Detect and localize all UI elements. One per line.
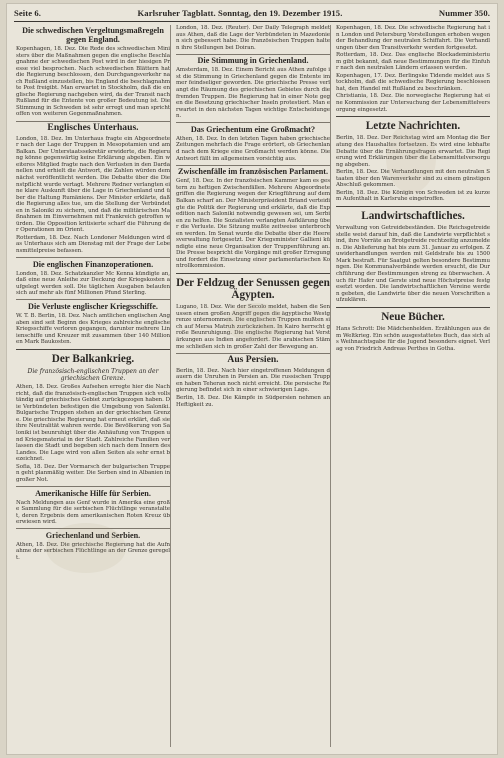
article-text: Genf, 18. Dez. In der französischen Kammer kam es gestern zu heftigen Zwischenfällen. Mehrere Abgeordnete griffen die Regierung wegen der Kriegführung auf dem Balkan scharf an. Der Ministerpräsident Briand verteidigte die Politik der Regierung und erklärte, daß die Expedition nach Saloniki notwendig gewesen sei, um Serbien zu helfen. Die Sozialisten verlangten Aufklärung über die Verluste. Die Sitzung mußte zeitweise unterbrochen werden. Im Senat wurde die Debatte über die Heeresverwaltung fortgesetzt. Der Kriegsminister Gallieni kündigte eine neue Organisation der Truppenführung an. Die Presse bespricht die Vorgänge mit großer Erregung und fordert die Einsetzung einer parlamentarischen Kontrollkommission.: [176, 178, 330, 270]
column-divider: [170, 25, 171, 747]
article-text: Kopenhagen, 18. Dez. Die schwedische Regierung hat in London und Petersburg Vorstellungen erhoben wegen der Behandlung der neutralen Schiffahrt. Die Verhandlungen über den Transitverkehr werden fortgesetzt.: [336, 25, 490, 51]
section-heading: Der Balkankrieg.: [51, 353, 135, 366]
article-text: Amsterdam, 18. Dez. Einem Bericht aus Athen zufolge ist die Stimmung in Griechenland gegen die Entente immer feindseliger geworden. Die griechische Presse verlangt die Räumung des griechischen Gebietes durch die fremden Truppen. Die Regierung hat in einer Note gegen die Besetzung griechischer Inseln protestiert. Man erwartet in den nächsten Tagen wichtige Entscheidungen.: [176, 67, 330, 120]
issue-number: Nummer 350.: [438, 8, 490, 18]
section-heading: Landwirtschaftliches.: [361, 210, 465, 223]
article-text: London, 18. Dez. (Reuter). Der Daily Telegraph meldet aus Athen, daß die Lage der Verbündeten in Mazedonien sich gebessert habe. Die französischen Truppen halten ihre Stellungen bei Doiran.: [176, 25, 330, 51]
divider: [176, 122, 330, 123]
article-text: Berlin, 18. Dez. Die Königin von Schweden ist zu kurzem Aufenthalt in Karlsruhe eingetroffen.: [336, 189, 490, 203]
article-text: Verwaltung von Getreidebeständen. Die Reichsgetreidestelle weist darauf hin, daß die Landwirte verpflichtet sind, ihre Vorräte an Brotgetreide rechtzeitig anzumelden. Die Ablieferung hat bis zum 31. Januar zu erfolgen. Zuwiderhandlungen werden mit Geldstrafe bis zu 1500 Mark bestraft. Für Saatgut gelten besondere Bestimmungen. Die Kommunalverbände werden ersucht, die Durchführung der Bestimmungen streng zu überwachen. Auch für Hafer und Gerste sind neue Höchstpreise festgesetzt worden. Die landwirtschaftlichen Vereine werden gebeten, die Landwirte über die neuen Vorschriften aufzuklären.: [336, 225, 490, 304]
divider: [176, 54, 330, 55]
article-text: Berlin, 18. Dez. Die Kämpfe in Südpersien nehmen an Heftigkeit zu.: [176, 394, 330, 408]
article-heading: Englisches Unterhaus.: [47, 122, 139, 134]
divider: [336, 206, 490, 207]
section-subheading: Die französisch-englischen Truppen an der griechischen Grenze.: [27, 368, 159, 383]
article-text: Kopenhagen, 18. Dez. Die Rede des schwedischen Ministers über die Maßnahmen gegen die englische Beschlagnahme der schwedischen Post wird in der hiesigen Presse viel besprochen. Nach schwedischen Blättern hat die Regierung beschlossen, den Durchgangsverkehr nach Rußland einzustellen, bis England die beschlagnahmte Post freigibt. Man erwartet in Stockholm, daß die englische Regierung nachgeben wird, da der Transit nach Rußland für die Entente von großer Bedeutung ist. Die Stimmung in Schweden ist sehr erregt und man spricht offen von weiteren Gegenmaßnahmen.: [16, 46, 170, 118]
article-text: London, 18. Dez. Schatzkanzler Mc Kenna kündigte an, daß eine neue Anleihe zur Deckung der Kriegskosten aufgelegt werden soll. Die täglichen Ausgaben belaufen sich auf mehr als fünf Millionen Pfund Sterling.: [16, 270, 170, 297]
newspaper-page: [6, 3, 498, 755]
article-text: Rotterdam, 18. Dez. Nach Londoner Meldungen wird das Unterhaus sich am Dienstag mit der Frage der Lebensmittelpreise befassen.: [16, 234, 170, 254]
article-heading: Die englischen Finanzoperationen.: [32, 259, 154, 269]
article-text: Kopenhagen, 17. Dez. Berlingske Tidende meldet aus Stockholm, daß die schwedische Regierung beschlossen hat, den Handel mit Rußland zu beschränken.: [336, 72, 490, 92]
section-heading: Letzte Nachrichten.: [365, 120, 461, 133]
divider: [176, 165, 330, 166]
article-text: Berlin, 18. Dez. Der Reichstag wird am Montag die Beratung des Haushaltes fortsetzen. Es wird eine lebhafte Debatte über die Ernährungsfragen erwartet. Die Regierung wird Erklärungen über die Lebensmittelversorgung abgeben.: [336, 135, 490, 168]
masthead: [14, 7, 490, 19]
section-heading: Neue Bücher.: [381, 311, 445, 324]
column-1: [16, 25, 170, 563]
article-text: Nach Meldungen aus Genf wurde in Amerika eine große Sammlung für die serbischen Flüchtlinge veranstaltet, deren Ergebnis dem amerikanischen Roten Kreuz überwiesen wird.: [16, 499, 170, 526]
divider: [176, 353, 330, 354]
article-text: Rotterdam, 18. Dez. Das englische Blockadeministerium gibt bekannt, daß neue Bestimmungen für die Einfuhr nach den neutralen Ländern erlassen werden.: [336, 52, 490, 72]
section-heading: Der Feldzug der Senussen gegen Ägypten.: [176, 277, 330, 302]
column-3: [336, 25, 490, 353]
article-heading: Aus Persien.: [227, 354, 279, 366]
divider: [336, 116, 490, 117]
article-heading: Zwischenfälle im französischen Parlament.: [177, 167, 329, 177]
article-text: Berlin, 18. Dez. Die Verhandlungen mit den neutralen Staaten über den Warenverkehr sind zu einem günstigen Abschluß gekommen.: [336, 169, 490, 189]
page-number: Seite 6.: [14, 8, 42, 18]
article-heading: Die Verluste englischer Kriegsschiffe.: [28, 302, 158, 312]
article-text: W. T. B. Berlin, 18. Dez. Nach amtlichen englischen Angaben sind seit Beginn des Krieges zahlreiche englische Kriegsschiffe verloren gegangen, darunter mehrere Linienschiffe und Kreuzer mit zusammen über 140 Millionen Mark Baukosten.: [16, 313, 170, 346]
article-heading: Amerikanische Hilfe für Serbien.: [35, 488, 151, 498]
column-divider: [330, 25, 331, 747]
article-text: Athen, 18. Dez. Großes Aufsehen erregte hier die Nachricht, daß die französisch-englischen Truppen sich vollständig auf griechisches Gebiet zurückgezogen haben. Die Verbündeten befestigen die Umgebung von Saloniki. Bulgarische Truppen stehen an der griechischen Grenze. Die griechische Regierung hat erneut erklärt, daß sie ihre Neutralität wahren werde. Die Bevölkerung von Saloniki ist beunruhigt über die Anhäufung von Truppen und Kriegsmaterial in der Stadt. Zahlreiche Familien verlassen die Stadt und begeben sich nach dem Innern des Landes. Die Lage wird von allen Seiten als sehr ernst bezeichnet.: [16, 384, 170, 463]
divider: [16, 121, 170, 122]
article-text: Hans Schrott: Die Mädchenhelden. Erzählungen aus dem Weltkrieg. Ein schön ausgestattetes Buch, das sich als Weihnachtsgabe für die Jugend besonders eignet. Verlag von Friedrich Andreas Perthes in Gotha.: [336, 326, 490, 352]
newspaper-title: Karlsruher Tagblatt. Sonntag, den 19. Dezember 1915.: [137, 8, 343, 18]
article-text: London, 18. Dez. Im Unterhaus fragte ein Abgeordneter nach der Lage der Truppen in Mesopotamien und am Balkan. Der Unterstaatssekretär erwiderte, die Regierung könne gegenwärtig keine Erklärung abgeben. Ein weiteres Mitglied fragte nach den Verlusten in den Dardanellen und erhielt die Antwort, die Zahlen würden demnächst veröffentlicht werden. Die Debatte über die Dienstpflicht wurde vertagt. Mehrere Redner verlangten eine klare Auskunft über die Lage in Griechenland und über die Haltung Rumäniens. Der Minister erklärte, daß die Regierung alles tue, um die Stellung der Verbündeten in Saloniki zu sichern, und daß die militärischen Maßnahmen im Einvernehmen mit Frankreich getroffen würden. Die Opposition kritisierte scharf die Führung der Operationen im Orient.: [16, 135, 170, 234]
article-heading: Das Griechentum eine Großmacht?: [190, 124, 316, 134]
masthead-rule: [14, 21, 490, 22]
article-text: Lugano, 18. Dez. Wie der Secolo meldet, haben die Senussen einen großen Angriff gegen die ägyptische Westgrenze unternommen. Die englischen Truppen mußten sich auf Mersa Matruh zurückziehen. In Kairo herrscht große Beunruhigung. Die englische Regierung hat Verstärkungen aus Indien angefordert. Die arabischen Stämme schließen sich in großer Zahl der Bewegung an.: [176, 304, 330, 350]
article-heading: Die schwedischen Vergeltungsmaßregeln gegen England.: [22, 26, 164, 44]
divider: [16, 257, 170, 258]
divider: [16, 349, 170, 350]
article-heading: Griechenland und Serbien.: [45, 530, 141, 540]
article-text: Sofia, 18. Dez. Der Vormarsch der bulgarischen Truppen geht planmäßig weiter. Die Serben sind in Albanien in großer Not.: [16, 463, 170, 483]
article-heading: Die Stimmung in Griechenland.: [197, 56, 309, 66]
article-text: Athen, 18. Dez. Die griechische Regierung hat die Aufnahme der serbischen Flüchtlinge an der Grenze geregelt.: [16, 541, 170, 561]
article-text: Athen, 18. Dez. In den letzten Tagen haben griechische Zeitungen mehrfach die Frage erörtert, ob Griechenland nach dem Kriege eine Großmacht werden könne. Die Antwort fällt im allgemeinen vorsichtig aus.: [176, 135, 330, 162]
article-text: Berlin, 18. Dez. Nach hier eingetroffenen Meldungen dauern die Unruhen in Persien an. Die russischen Truppen haben Teheran noch nicht erreicht. Die persische Regierung befindet sich in einer schwierigen Lage.: [176, 367, 330, 394]
article-text: Christiania, 18. Dez. Die norwegische Regierung hat eine Kommission zur Untersuchung der Lebensmittelversorgung eingesetzt.: [336, 93, 490, 113]
divider: [16, 528, 170, 529]
divider: [16, 486, 170, 487]
divider: [16, 299, 170, 300]
divider: [176, 273, 330, 274]
column-2: [176, 25, 330, 409]
divider: [336, 307, 490, 308]
